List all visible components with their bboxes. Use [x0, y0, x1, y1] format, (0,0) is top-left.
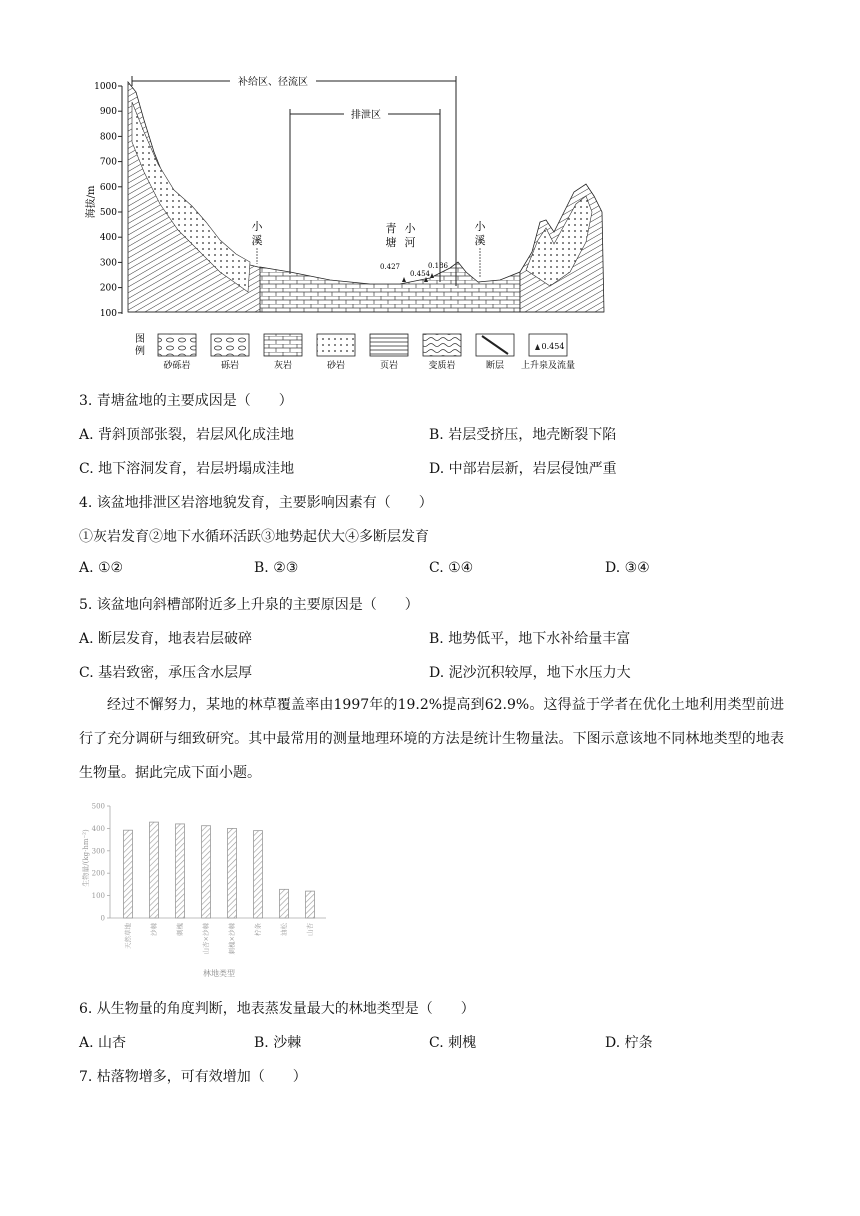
bar-6 — [280, 889, 289, 918]
q5-option-a[interactable]: A. 断层发育，地表岩层破碎 — [79, 631, 253, 647]
chart-category-label: 刺槐×沙棘 — [228, 923, 236, 955]
q5-option-b[interactable]: B. 地势低平，地下水补给量丰富 — [429, 631, 631, 647]
legend-label: 砾岩 — [220, 361, 240, 371]
legend-item — [370, 334, 408, 371]
profile-ytick-label: 800 — [99, 132, 117, 143]
stream-left-label: 小溪 — [251, 220, 263, 247]
flow-value-2: 0.454 — [409, 270, 431, 278]
q5-stem: 5. 该盆地向斜槽部附近多上升泉的主要原因是（ ） — [79, 597, 419, 613]
chart-category-label: 天然草地 — [124, 923, 132, 949]
q3-option-d[interactable]: D. 中部岩层新，岩层侵蚀严重 — [429, 461, 617, 477]
q6-option-c[interactable]: C. 刺槐 — [429, 1035, 477, 1051]
q6-option-b[interactable]: B. 沙棘 — [254, 1035, 302, 1051]
chart-category-label: 柠条 — [254, 923, 262, 936]
profile-ytick-label: 600 — [99, 182, 117, 193]
chart-category-label: 油松 — [280, 923, 288, 936]
biomass-bar-chart — [76, 798, 336, 984]
chart-ytick-label: 0 — [100, 914, 105, 923]
profile-ytick-label: 900 — [99, 107, 117, 118]
profile-ylabel: 海拔/m — [86, 185, 97, 219]
q4-items: ①灰岩发育②地下水循环活跃③地势起伏大④多断层发育 — [79, 529, 429, 545]
q3-option-a[interactable]: A. 背斜顶部张裂，岩层风化成洼地 — [79, 427, 295, 443]
legend-item — [521, 334, 575, 371]
legend-label: 页岩 — [379, 361, 399, 371]
bar-7 — [306, 891, 315, 918]
q4-option-d[interactable]: D. ③④ — [605, 560, 650, 576]
legend-item — [476, 334, 514, 371]
chart-ytick-label: 500 — [91, 802, 105, 811]
q6-option-d[interactable]: D. 柠条 — [605, 1035, 653, 1051]
legend-label: 断层 — [485, 361, 505, 371]
q4-option-a[interactable]: A. ①② — [79, 560, 124, 576]
chart-ytick-label: 300 — [91, 847, 105, 856]
qingtang-label: 青塘 — [385, 222, 397, 249]
bar-4 — [228, 828, 237, 918]
q3-option-c[interactable]: C. 地下溶洞发育，岩层坍塌成洼地 — [79, 461, 295, 477]
profile-ytick-label: 400 — [99, 233, 117, 244]
profile-ytick-label: 700 — [99, 157, 117, 168]
chart-category-label: 山杏 — [306, 923, 314, 936]
bar-1 — [150, 822, 159, 918]
profile-ytick-label: 500 — [99, 208, 117, 218]
legend-label: 砂岩 — [326, 361, 346, 371]
q4-option-b[interactable]: B. ②③ — [254, 560, 299, 576]
small-river-label: 小河 — [404, 222, 416, 249]
legend-item — [158, 334, 196, 371]
q5-option-d[interactable]: D. 泥沙沉积较厚，地下水压力大 — [429, 665, 631, 681]
stream-right-label: 小溪 — [474, 220, 486, 247]
q4-stem: 4. 该盆地排泄区岩溶地貌发育，主要影响因素有（ ） — [79, 495, 433, 511]
q3-stem: 3. 青塘盆地的主要成因是（ ） — [79, 393, 293, 409]
svg-text:0.454: 0.454 — [541, 342, 565, 351]
q6-stem: 6. 从生物量的角度判断，地表蒸发量最大的林地类型是（ ） — [79, 1001, 475, 1017]
bar-5 — [254, 831, 263, 918]
legend-label: 灰岩 — [273, 361, 293, 371]
chart-ytick-label: 200 — [91, 869, 105, 878]
geologic-profile-figure — [80, 72, 620, 372]
legend-item — [211, 334, 249, 371]
chart-category-label: 刺槐 — [176, 923, 184, 936]
profile-ytick-label: 200 — [99, 283, 117, 294]
legend-item — [423, 334, 461, 371]
chart-ylabel: 生物量/(kg·hm⁻²) — [82, 829, 90, 887]
legend-item — [317, 334, 355, 371]
q4-option-c[interactable]: C. ①④ — [429, 560, 474, 576]
legend-label: 砂砾岩 — [163, 361, 191, 371]
legend-label: 变质岩 — [428, 361, 456, 371]
q7-stem: 7. 枯落物增多，可有效增加（ ） — [79, 1069, 307, 1085]
passage-paragraph: 经过不懈努力，某地的林草覆盖率由1997年的19.2%提高到62.9%。这得益于学者在优化土地利用类型前进行了充分调研与细致研究。其中最常用的测量地理环境的方法是统计生物量法。下图示意该地不同林地类型的地表生物量。据此完成下面小题。 — [79, 697, 784, 781]
flow-value-1: 0.427 — [379, 263, 401, 271]
chart-category-label: 山杏×沙棘 — [202, 923, 210, 955]
q3-option-b[interactable]: B. 岩层受挤压，地壳断裂下陷 — [429, 427, 617, 443]
chart-ytick-label: 100 — [91, 892, 105, 901]
profile-ytick-label: 1000 — [94, 82, 117, 92]
bar-2 — [176, 824, 185, 918]
legend-item — [264, 334, 302, 371]
chart-xlabel: 林地类型 — [203, 969, 235, 978]
zone-recharge-label: 补给区、径流区 — [238, 77, 308, 88]
chart-ytick-label: 400 — [91, 824, 105, 833]
q5-option-c[interactable]: C. 基岩致密，承压含水层厚 — [79, 665, 253, 681]
chart-category-label: 沙棘 — [150, 923, 158, 936]
profile-ytick-label: 300 — [99, 258, 117, 269]
legend-title: 图例 — [135, 334, 145, 357]
legend-label: 上升泉及流量 — [520, 361, 576, 371]
q6-option-a[interactable]: A. 山杏 — [79, 1035, 127, 1051]
bar-0 — [124, 830, 133, 918]
zone-discharge-label: 排泄区 — [351, 110, 381, 121]
bar-3 — [202, 826, 211, 918]
profile-ytick-label: 100 — [99, 308, 117, 319]
flow-value-3: 0.186 — [427, 262, 449, 270]
